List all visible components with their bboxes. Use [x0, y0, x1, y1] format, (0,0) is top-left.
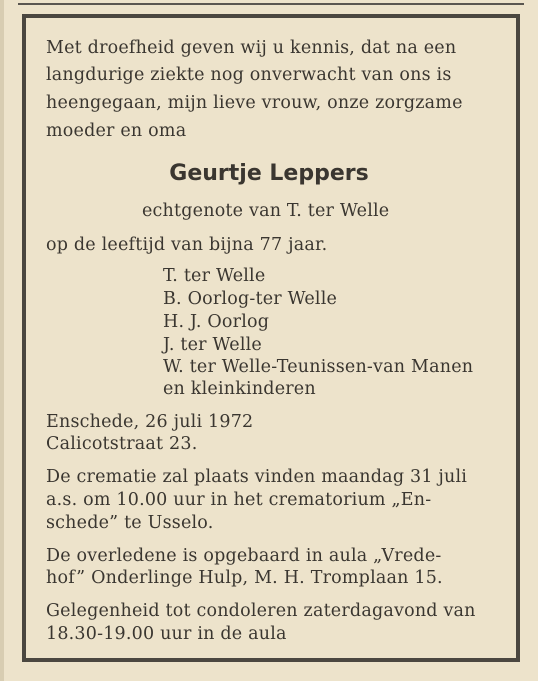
- intro-line: langdurige ziekte nog onverwacht van ons is: [46, 65, 452, 85]
- intro-line: moeder en oma: [46, 121, 187, 141]
- family-member: W. ter Welle-Teunissen-van Manen: [163, 357, 474, 377]
- family-member: T. ter Welle: [163, 266, 266, 286]
- page-edge: [0, 0, 4, 681]
- cremation-line: a.s. om 10.00 uur in het crematorium „En-: [46, 490, 432, 510]
- family-member: en kleinkinderen: [163, 379, 316, 399]
- address: Calicotstraat 23.: [46, 434, 198, 454]
- condolence-line: Gelegenheid tot condoleren zaterdagavond van: [46, 601, 476, 621]
- family-member: B. Oorlog-ter Welle: [163, 289, 338, 309]
- viewing-line: hof” Onderlinge Hulp, M. H. Tromplaan 15.: [46, 568, 443, 588]
- deceased-name: Geurtje Leppers: [169, 161, 369, 186]
- condolence-line: 18.30-19.00 uur in de aula: [46, 624, 287, 644]
- viewing-line: De overledene is opgebaard in aula „Vrede-: [46, 546, 442, 566]
- spouse-line: echtgenote van T. ter Welle: [142, 201, 390, 221]
- top-rule: [18, 3, 524, 5]
- place-date: Enschede, 26 juli 1972: [46, 412, 254, 432]
- intro-line: heengegaan, mijn lieve vrouw, onze zorgzame: [46, 93, 463, 113]
- cremation-line: schede” te Usselo.: [46, 513, 214, 533]
- age-line: op de leeftijd van bijna 77 jaar.: [46, 235, 328, 255]
- family-member: H. J. Oorlog: [163, 312, 270, 332]
- family-member: J. ter Welle: [163, 335, 262, 355]
- cremation-line: De crematie zal plaats vinden maandag 31 juli: [46, 467, 468, 487]
- intro-line: Met droefheid geven wij u kennis, dat na een: [46, 38, 457, 58]
